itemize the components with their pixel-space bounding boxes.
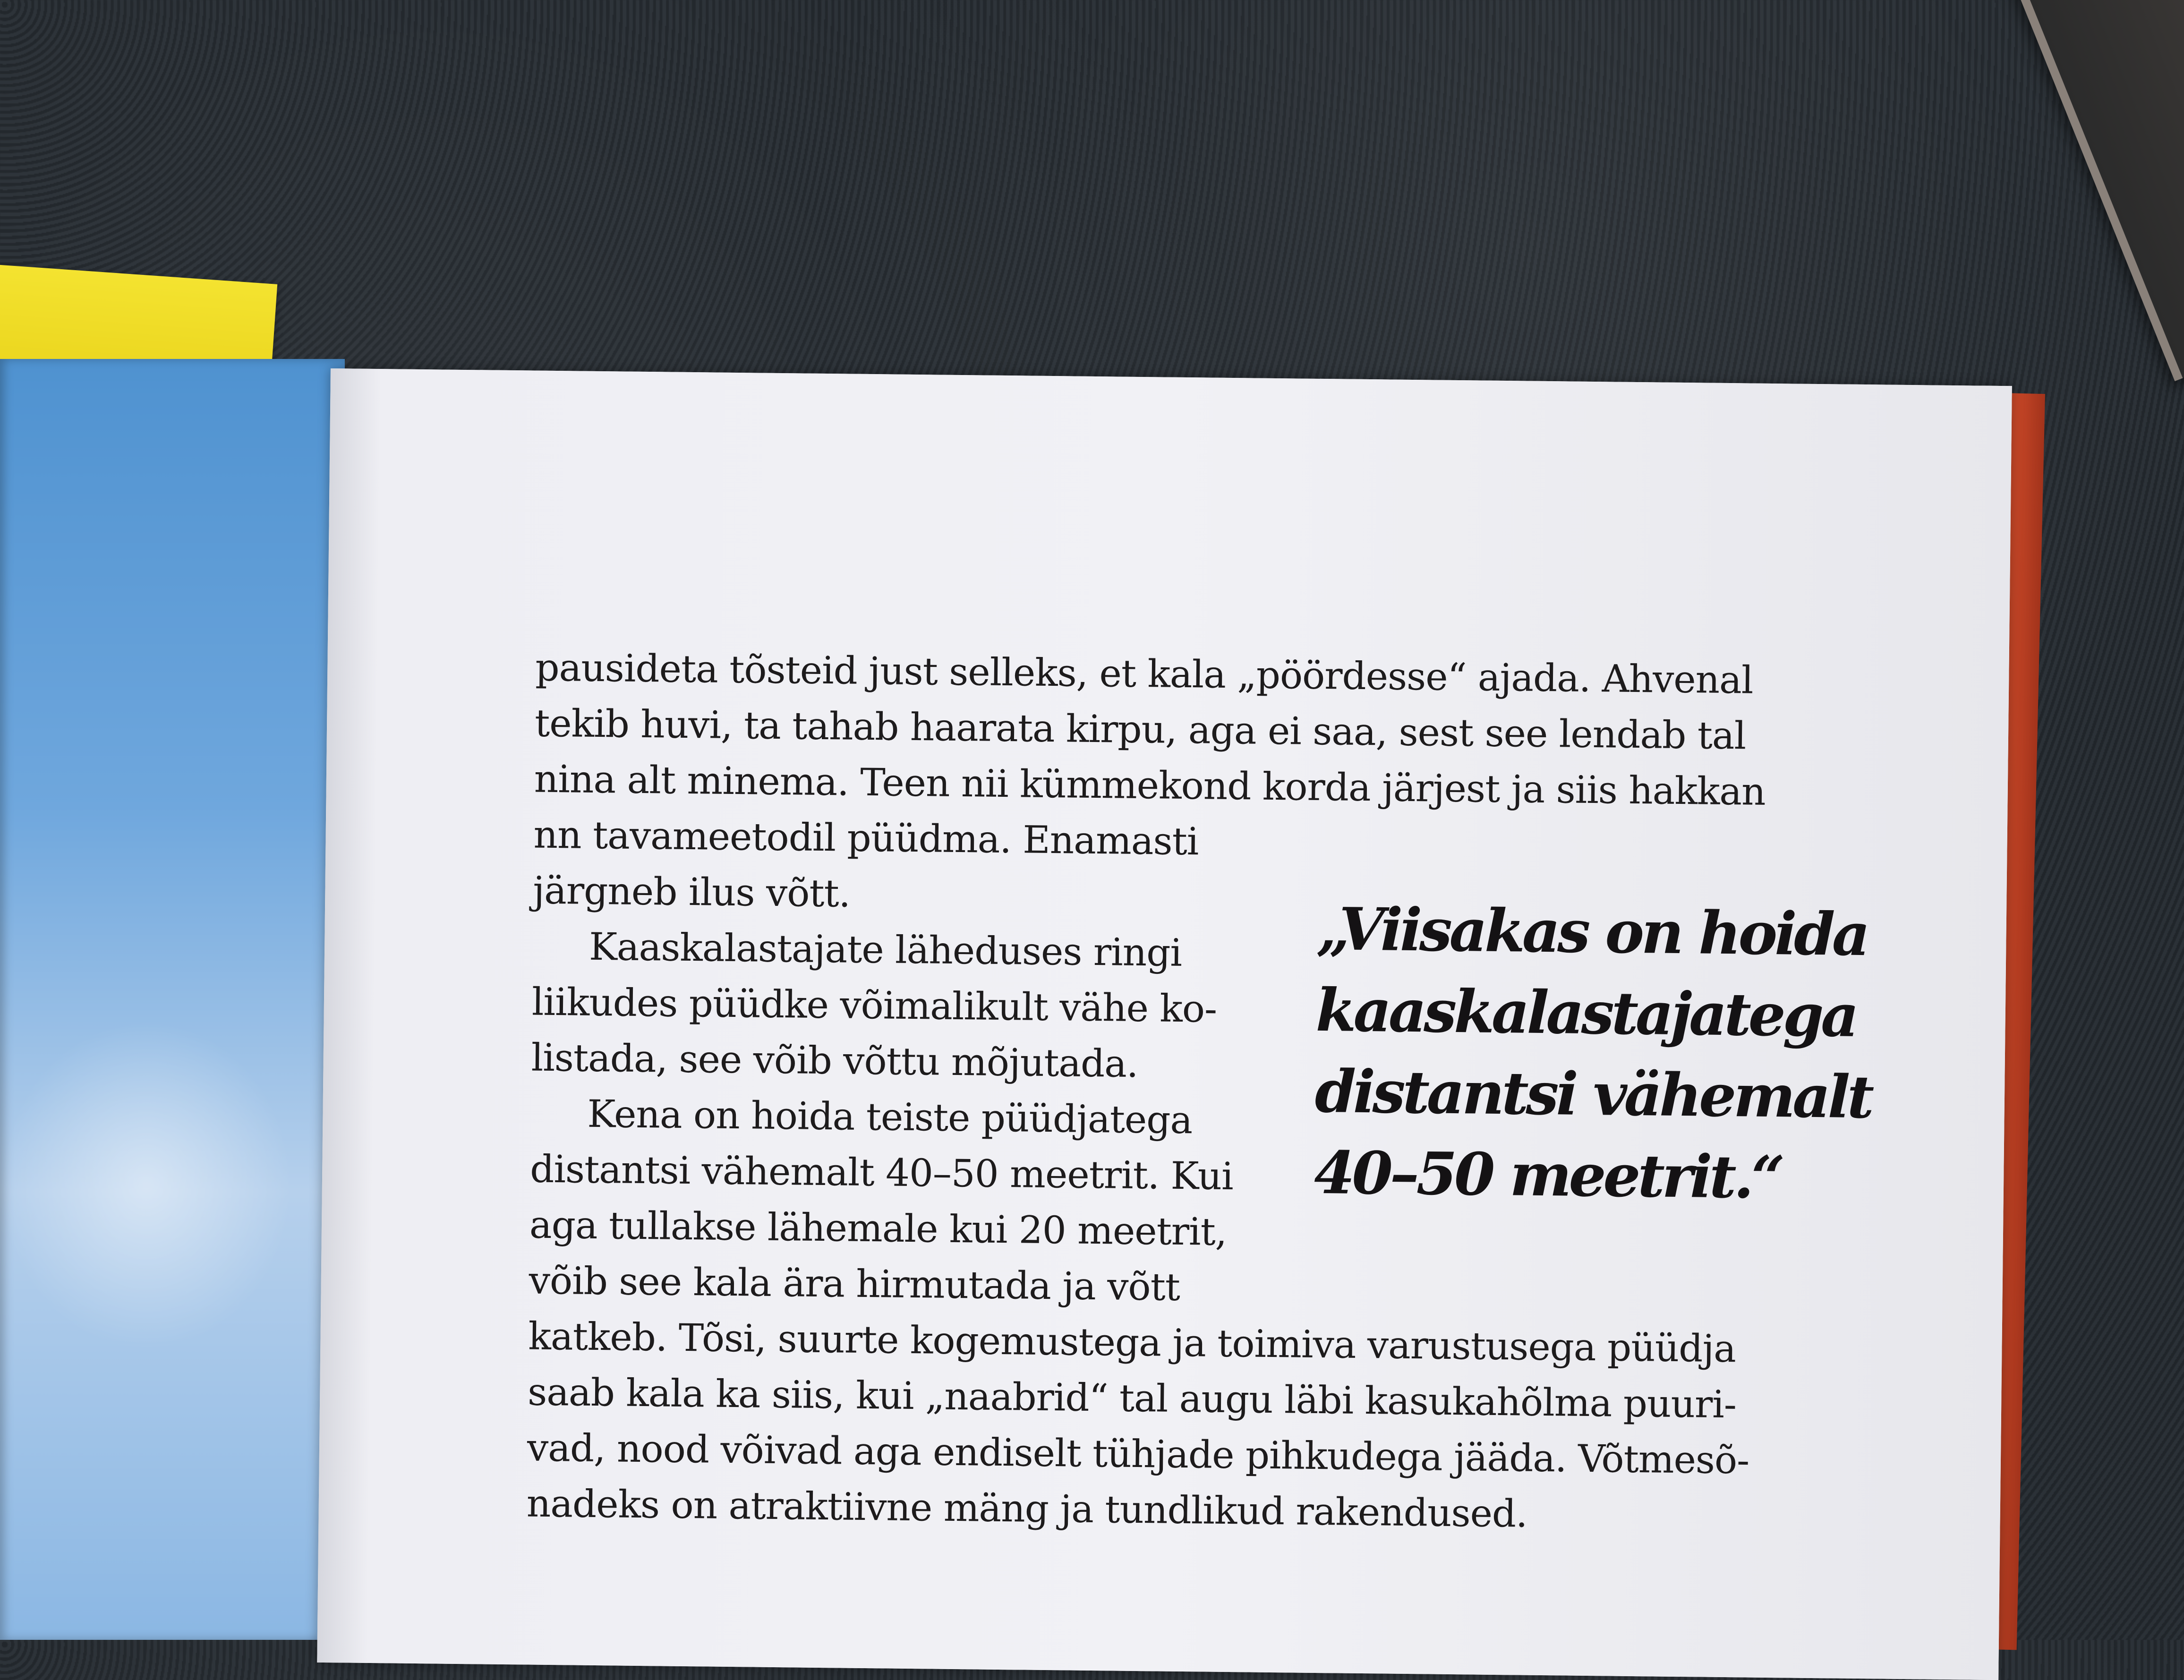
left-page-sky-photo [0,359,345,1640]
body-line: järgneb ilus võtt. [532,868,851,916]
body-line: Kena on hoida teiste püüdjatega [587,1092,1193,1143]
body-line: nn tavameetodil püüdma. Enamasti [533,812,1199,864]
body-line: võib see kala ära hirmutada ja võtt [529,1258,1180,1309]
body-line: katkeb. Tõsi, suurte kogemustega ja toimiva varustusega püüdja [528,1314,1736,1371]
body-line: listada, see võib võttu mõjutada. [531,1035,1138,1086]
pull-quote-line: „Viisakas on hoida [1316,895,1868,970]
pull-quote-line: distantsi vähemalt [1314,1057,1872,1132]
pull-quote [1314,889,1884,1220]
body-line: tekib huvi, ta tahab haarata kirpu, aga ei saa, sest see lendab tal [534,701,1746,758]
body-line: Kaaskalastajate läheduses ringi [589,924,1182,975]
body-line: distantsi vähemalt 40–50 meetrit. Kui [529,1147,1234,1199]
body-line: liikudes püüdke võimalikult vähe ko- [531,980,1217,1031]
book-page [317,368,2012,1680]
body-line: aga tullakse lähemale kui 20 meetrit, [529,1202,1227,1254]
body-line: nadeks on atraktiivne mäng ja tundlikud rakendused. [526,1481,1528,1536]
body-line: nina alt minema. Teen nii kümmekond korda järjest ja siis hakkan [534,757,1766,814]
body-line: vad, nood võivad aga endiselt tühjade pihkudega jääda. Võtmesõ- [527,1425,1749,1483]
pull-quote-line: kaaskalastajatega [1315,976,1857,1050]
body-line: pausideta tõsteid just selleks, et kala „pöördesse“ ajada. Ahvenal [535,645,1753,702]
body-line: saab kala ka siis, kui „naabrid“ tal augu läbi kasukahõlma puuri- [527,1370,1737,1427]
pull-quote-line: 40–50 meetrit.“ [1314,1138,1783,1212]
